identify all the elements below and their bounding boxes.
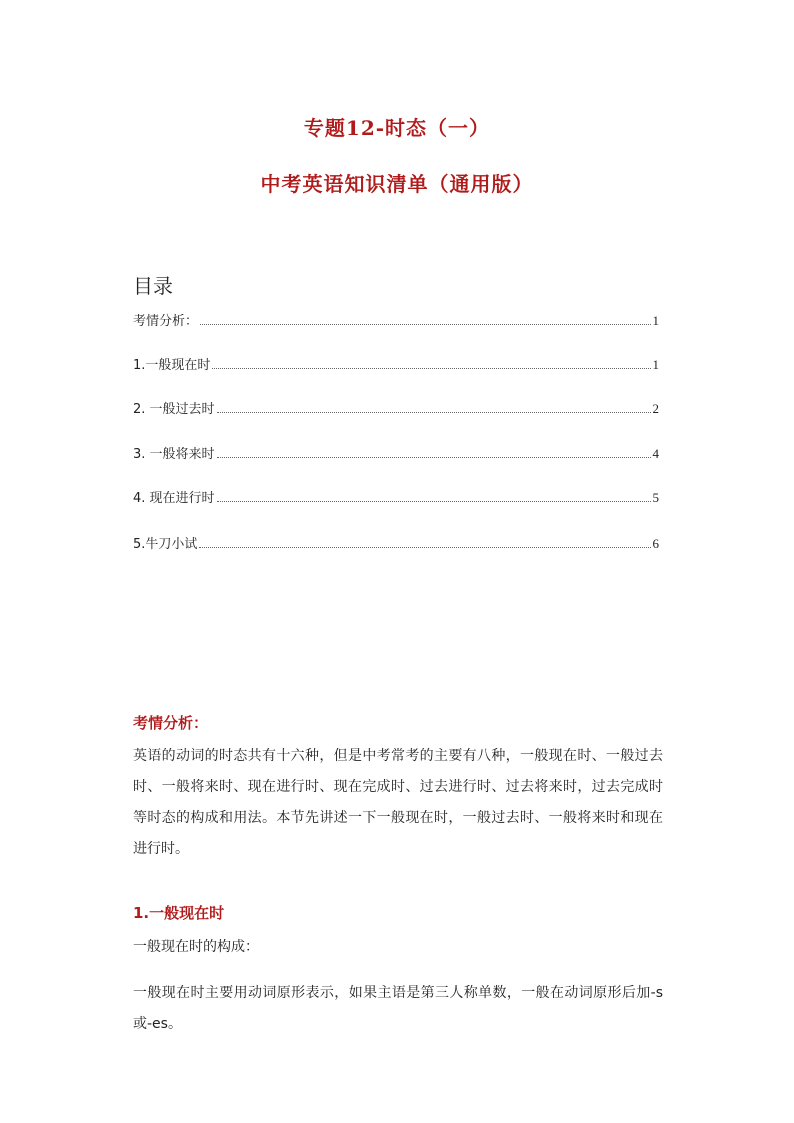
toc-item-label: 5.牛刀小试 xyxy=(133,537,198,552)
analysis-paragraph: 英语的动词的时态共有十六种，但是中考常考的主要有八种，一般现在时、一般过去时、一般将来时、现在进行时、现在完成时、过去进行时、过去将来时，过去完成时等时态的构成和用法。本节先讲述一下一般现在时，一般过去时、一般将来时和现在进行时。 xyxy=(133,748,663,857)
toc-item-page: 2 xyxy=(652,401,659,416)
toc-leader xyxy=(217,456,651,458)
toc-item-label: 1.一般现在时 xyxy=(133,358,211,373)
toc-item[interactable] xyxy=(133,311,659,329)
toc-item[interactable] xyxy=(133,444,659,462)
present-simple-subheading: 一般现在时的构成： xyxy=(133,939,259,955)
toc-item-label: 3. 一般将来时 xyxy=(133,447,215,462)
toc-leader xyxy=(199,546,650,548)
toc-item[interactable] xyxy=(133,355,659,373)
toc-heading: 目录 xyxy=(133,274,173,298)
toc-item-page: 6 xyxy=(652,536,659,551)
section-heading-present-simple: 1.一般现在时 xyxy=(133,904,225,922)
toc-item-label: 2. 一般过去时 xyxy=(133,402,215,417)
toc-leader xyxy=(200,323,650,325)
toc-item-page: 1 xyxy=(652,313,659,328)
section-heading-analysis: 考情分析： xyxy=(133,714,209,732)
toc-item-page: 5 xyxy=(652,490,659,505)
document-subtitle: 中考英语知识清单（通用版） xyxy=(260,172,534,196)
toc-item-label: 考情分析： xyxy=(133,314,199,329)
toc-item[interactable] xyxy=(133,488,659,506)
toc-item[interactable] xyxy=(133,399,659,417)
present-simple-paragraph: 一般现在时主要用动词原形表示，如果主语是第三人称单数，一般在动词原形后加-s或-es。 xyxy=(133,985,663,1032)
toc-item[interactable] xyxy=(133,534,659,552)
toc-item-label: 4. 现在进行时 xyxy=(133,491,215,506)
toc-item-page: 1 xyxy=(652,357,659,372)
toc-leader xyxy=(217,500,651,502)
toc-item-page: 4 xyxy=(652,446,659,461)
document-title: 专题12-时态（一） xyxy=(303,116,491,140)
toc-leader xyxy=(212,367,650,369)
toc-leader xyxy=(217,411,651,413)
